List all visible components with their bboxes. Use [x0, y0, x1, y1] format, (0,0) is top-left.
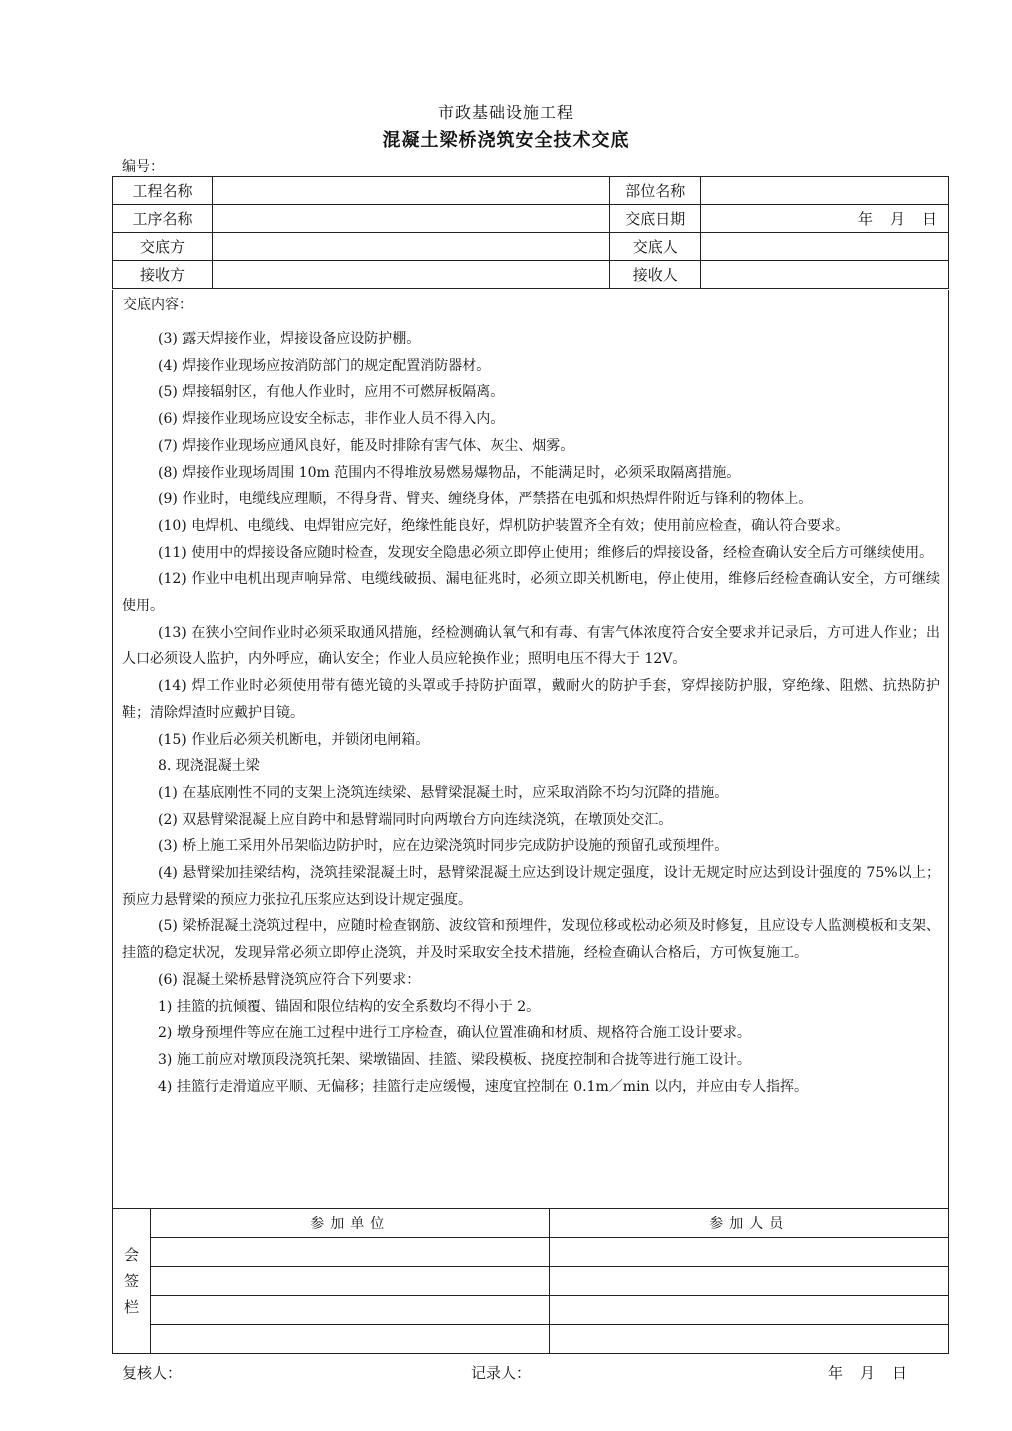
document-title: 混凝土梁桥浇筑安全技术交底	[382, 130, 630, 151]
process-name-value	[212, 205, 609, 233]
content-paragraph: (5) 梁桥混凝土浇筑过程中，应随时检查钢筋、波纹管和预埋件，发现位移或松动必须及时修复，且应设专人监测模板和支架、挂篮的稳定状况，发现异常必须立即停止浇筑，并及时采取安全技术措施，经检查确认合格后，方可恢复施工。	[122, 918, 940, 962]
receiver-value	[701, 261, 949, 289]
recorder-label: 记录人：	[471, 1364, 532, 1382]
content-paragraph: (4) 悬臂梁加挂梁结构，浇筑挂梁混凝土时，悬臂梁混凝土应达到设计规定强度，设计无规定时应达到设计强度的 75%以上；预应力悬臂梁的预应力张拉孔压浆应达到设计规定强度。	[122, 865, 940, 908]
sign-row	[113, 1238, 949, 1267]
sign-header-row	[113, 1209, 949, 1238]
sign-row	[113, 1296, 949, 1325]
sign-row	[113, 1267, 949, 1296]
content-paragraph: (3) 桥上施工采用外吊架临边防护时，应在边梁浇筑时同步完成防护设施的预留孔或预埋件。	[158, 838, 729, 855]
person-header-text: 参加人员	[709, 1216, 790, 1232]
content-paragraph: (7) 焊接作业现场应通风良好，能及时排除有害气体、灰尘、烟雾。	[158, 437, 575, 454]
content-paragraph: 1) 挂篮的抗倾覆、锚固和限位结构的安全系数均不得小于 2。	[158, 998, 541, 1015]
person-header	[550, 1209, 949, 1238]
content-paragraph: (13) 在狭小空间作业时必须采取通风措施，经检测确认氧气和有毒、有害气体浓度符合安全要求并记录后，方可进人作业；出人口必须设人监护，内外呼应，确认安全；作业人员应轮换作业；照明电压不得大于 12V。	[122, 624, 940, 668]
serial-number-label: 编号：	[122, 159, 164, 175]
sign-unit-cell	[150, 1296, 550, 1325]
document-subtitle: 市政基础设施工程	[437, 103, 574, 122]
info-row-disclosing	[113, 233, 949, 261]
info-table	[112, 176, 949, 289]
content-paragraph: (1) 在基底刚性不同的支架上浇筑连续梁、悬臂梁混凝土时，应采取消除不均匀沉降的措施。	[158, 784, 729, 801]
info-row-receiving	[113, 261, 949, 289]
content-paragraph: (8) 焊接作业现场周围 10m 范围内不得堆放易燃易爆物品，不能满足时，必须采取隔离措施。	[158, 464, 741, 481]
disclosure-date-label: 交底日期	[610, 205, 701, 233]
content-paragraph: (5) 焊接辐射区，有他人作业时，应用不可燃屏板隔离。	[158, 384, 505, 401]
sign-unit-cell	[150, 1267, 550, 1296]
content-paragraph: (12) 作业中电机出现声响异常、电缆线破损、漏电征兆时，必须立即关机断电，停止使用，维修后经检查确认安全，方可继续使用。	[122, 571, 940, 615]
sign-side-char: 栏	[123, 1298, 139, 1316]
project-name-value	[212, 177, 609, 205]
disclosure-date-value: 年 月 日	[701, 205, 949, 233]
part-name-value	[701, 177, 949, 205]
sign-person-cell	[550, 1325, 949, 1354]
sign-side-char: 签	[123, 1272, 139, 1290]
content-paragraph: 4) 挂篮行走滑道应平顺、无偏移；挂篮行走应缓慢，速度宜控制在 0.1m／min 以内，并应由专人指挥。	[158, 1078, 809, 1095]
content-paragraph: (11) 使用中的焊接设备应随时检查，发现安全隐患必须立即停止使用；维修后的焊接设备，经检查确认安全后方可继续使用。	[158, 544, 934, 561]
content-paragraph: (10) 电焊机、电缆线、电焊钳应完好，绝缘性能良好，焊机防护装置齐全有效；使用前应检查，确认符合要求。	[158, 517, 850, 534]
receiving-party-value	[212, 261, 609, 289]
sign-unit-cell	[150, 1238, 550, 1267]
sign-person-cell	[550, 1296, 949, 1325]
info-row-process	[113, 205, 949, 233]
disclosing-party-value	[212, 233, 609, 261]
content-paragraph: 8. 现浇混凝土梁	[158, 758, 260, 775]
process-name-label: 工序名称	[113, 205, 213, 233]
content-paragraph: 2) 墩身预埋件等应在施工过程中进行工序检查，确认位置准确和材质、规格符合施工设计要求。	[158, 1025, 751, 1042]
part-name-label: 部位名称	[610, 177, 701, 205]
info-row-project	[113, 177, 949, 205]
content-paragraph: (2) 双悬臂梁混凝上应自跨中和悬臂端同时向两墩台方向连续浇筑，在墩顶处交汇。	[158, 811, 673, 828]
discloser-label: 交底人	[610, 233, 701, 261]
content-paragraph: (6) 焊接作业现场应设安全标志，非作业人员不得入内。	[158, 411, 505, 428]
content-box	[112, 290, 949, 1209]
content-label: 交底内容：	[123, 297, 193, 313]
unit-header-text: 参加单位	[310, 1216, 391, 1232]
receiving-party-label: 接收方	[113, 261, 213, 289]
discloser-value	[701, 233, 949, 261]
receiver-label: 接收人	[610, 261, 701, 289]
content-paragraph: 3) 施工前应对墩顶段浇筑托架、梁墩锚固、挂篮、梁段模板、挠度控制和合拢等进行施工设计。	[158, 1051, 751, 1068]
sign-row	[113, 1325, 949, 1354]
reviewer-label: 复核人：	[122, 1364, 183, 1382]
disclosing-party-label: 交底方	[113, 233, 213, 261]
content-paragraph: (4) 焊接作业现场应按消防部门的规定配置消防器材。	[158, 357, 491, 374]
sign-side-char: 会	[123, 1246, 139, 1264]
footer-date-label: 年 月 日	[828, 1364, 909, 1382]
sign-table	[112, 1208, 949, 1354]
sign-unit-cell	[150, 1325, 550, 1354]
content-paragraph: (15) 作业后必须关机断电，并锁闭电闸箱。	[158, 731, 430, 748]
sign-person-cell	[550, 1238, 949, 1267]
content-body	[122, 326, 940, 1100]
sign-person-cell	[550, 1267, 949, 1296]
content-paragraph: (3) 露天焊接作业，焊接设备应设防护棚。	[158, 331, 421, 347]
sign-side-label	[113, 1209, 151, 1354]
content-paragraph: (9) 作业时，电缆线应理顺，不得身背、臂夹、缠绕身体，严禁搭在电弧和炽热焊件附近与锋利的物体上。	[158, 491, 813, 508]
content-paragraph: (14) 焊工作业时必须使用带有德光镜的头罩或手持防护面罩，戴耐火的防护手套，穿焊接防护服，穿绝缘、阻燃、抗热防护鞋；清除焊渣时应戴护目镜。	[122, 678, 940, 721]
content-paragraph: (6) 混凝土梁桥悬臂浇筑应符合下列要求：	[158, 971, 421, 988]
unit-header	[150, 1209, 550, 1238]
project-name-label: 工程名称	[113, 177, 213, 205]
